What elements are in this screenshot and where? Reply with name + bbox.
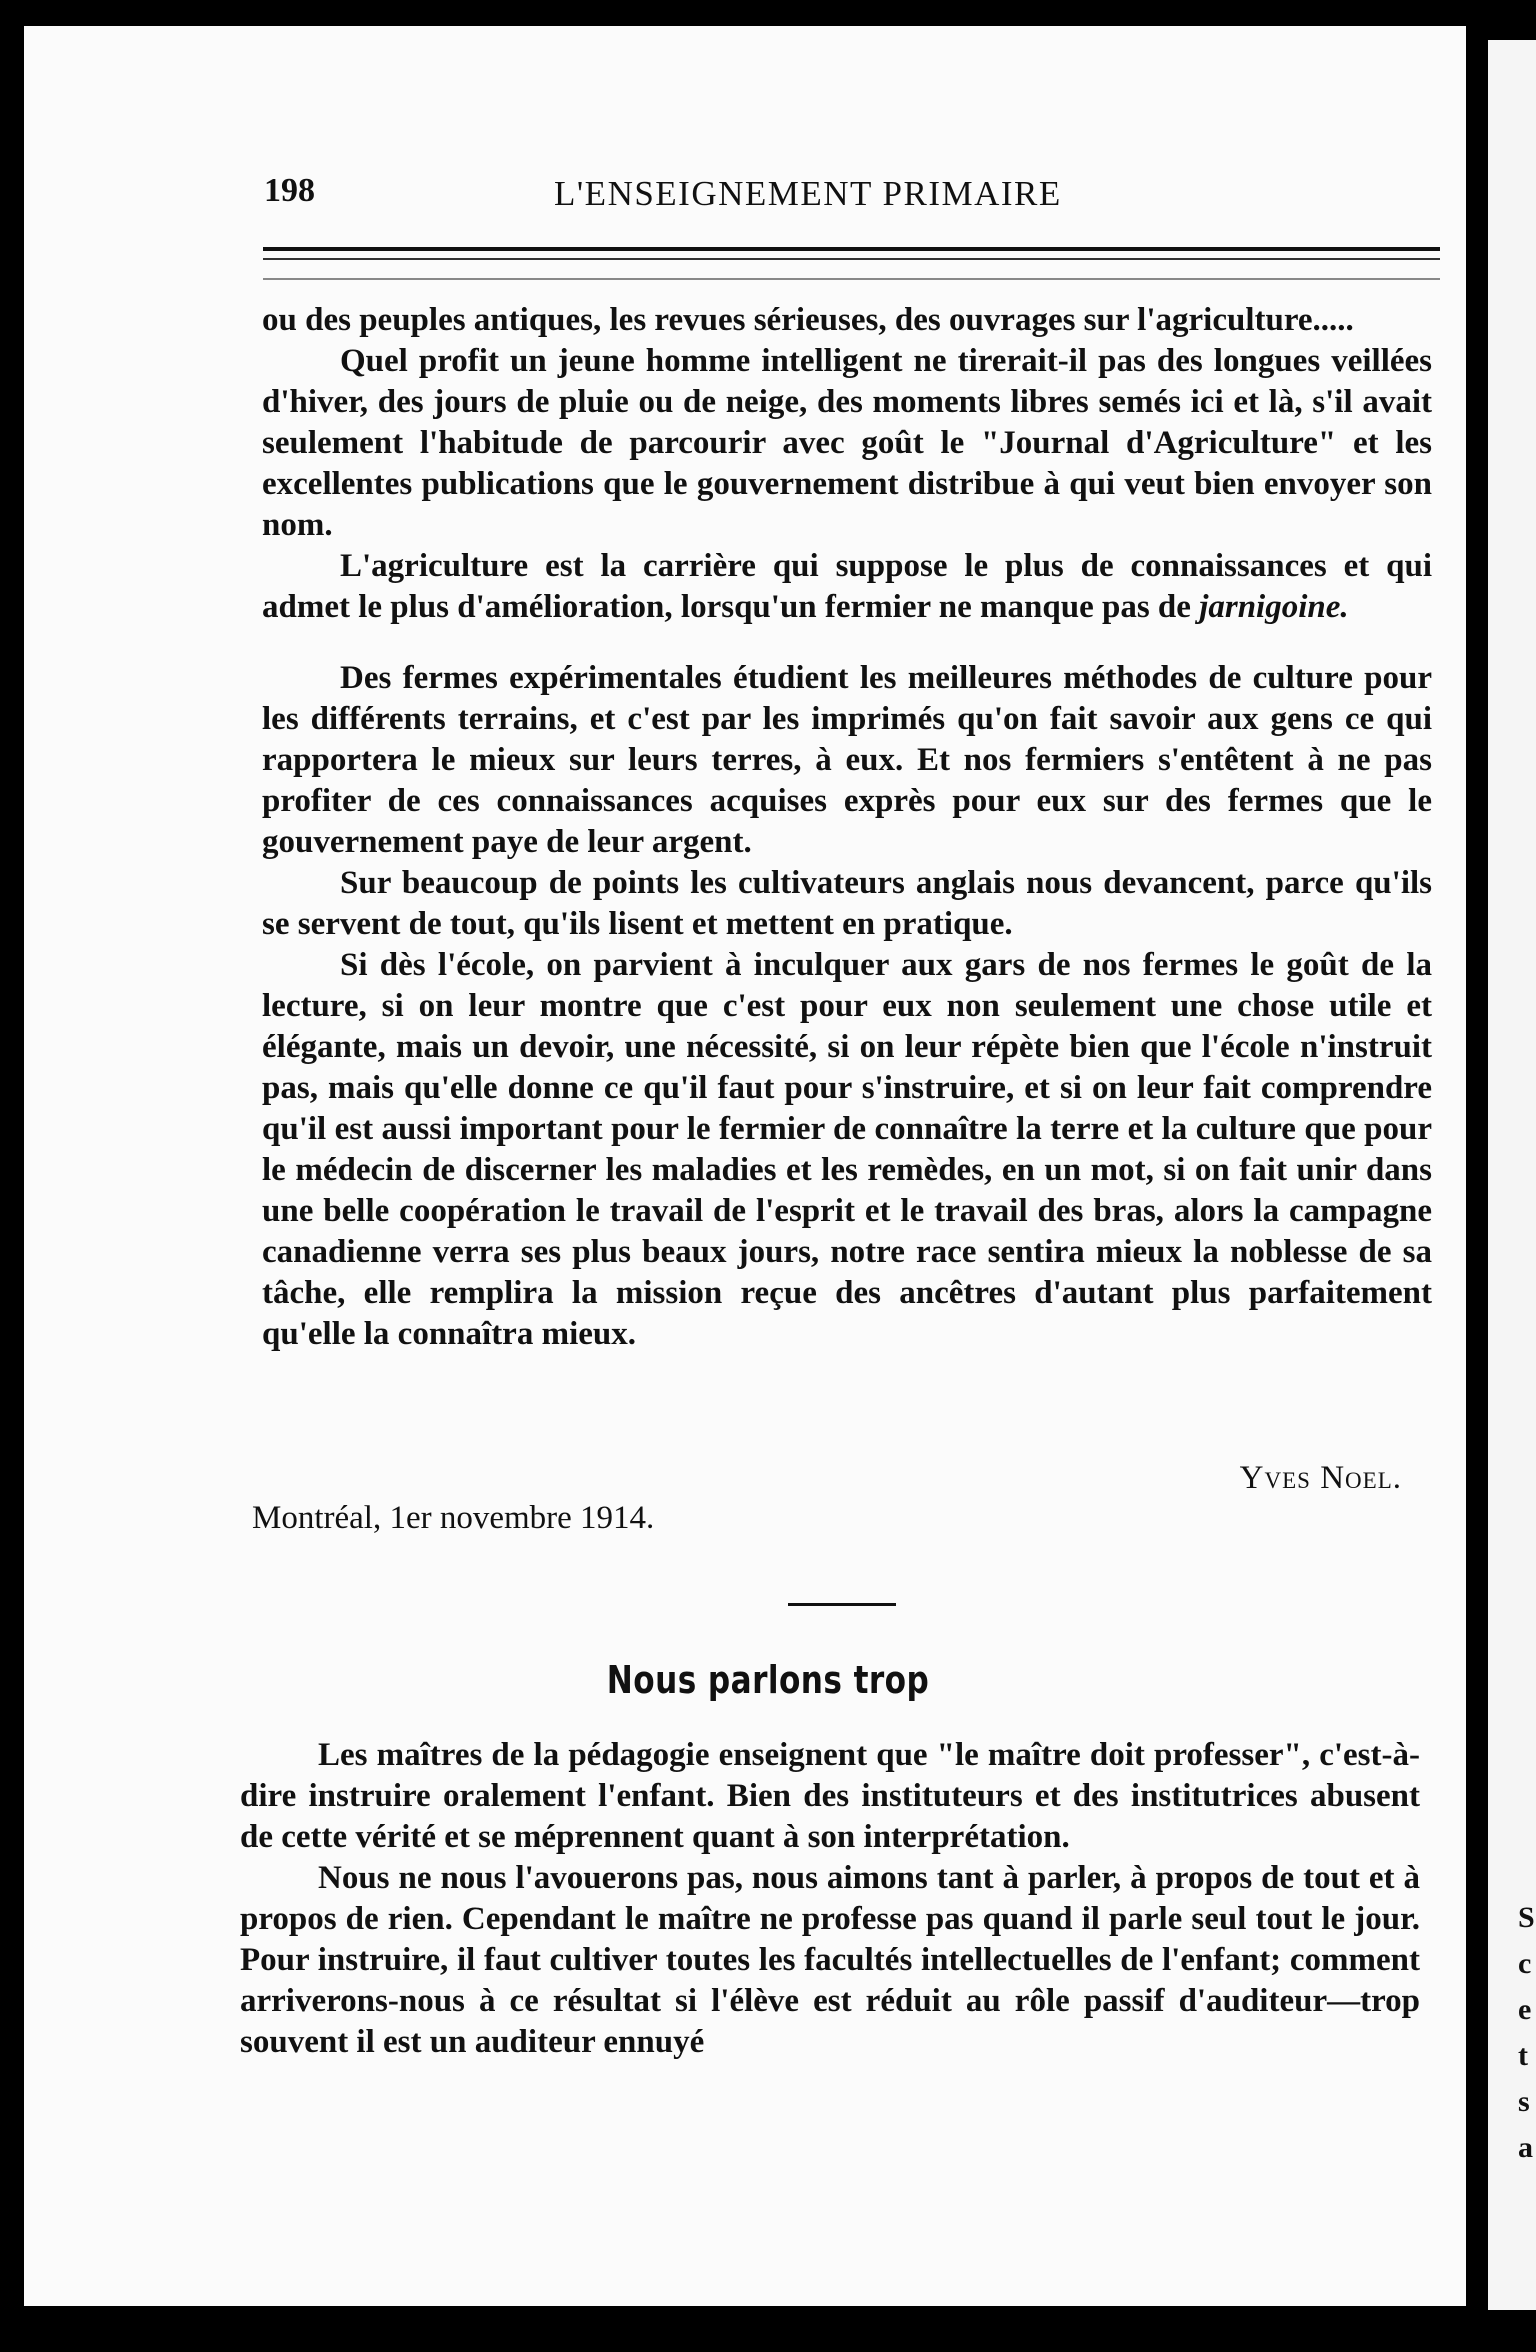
- article-paragraph-continued: ou des peuples antiques, les revues sérieuses, des ouvrages sur l'agriculture.....: [262, 302, 1354, 338]
- adjacent-page-edge: [1488, 40, 1536, 2310]
- section-divider: [788, 1603, 896, 1606]
- paragraph-gap: [262, 628, 1432, 658]
- article-paragraph-text: L'agriculture est la carrière qui suppose le plus de connaissances et qui admet le plus d'amélioration, lorsqu'un fermier ne manque pas de: [262, 548, 1432, 625]
- header-rule-thick: [263, 247, 1440, 251]
- article-signoff: [252, 1460, 1402, 1560]
- article-paragraph: Des fermes expérimentales étudient les meilleures méthodes de culture pour les différents terrains, et c'est par les imprimés qu'on fait savoir aux gens ce qui rapportera le mieux sur leurs terres, à eux. Et nos fermiers s'entêtent à ne pas profiter de ces connaissances acquises exprès pour eux sur des fermes que le gouvernement paye de leur argent.: [262, 660, 1432, 860]
- section-title: Nous parlons trop: [606, 1658, 930, 1702]
- page-header: [238, 150, 1438, 213]
- section-paragraph: Nous ne nous l'avouerons pas, nous aimons tant à parler, à propos de tout et à propos de rien. Cependant le maître ne professe pas quand il parle seul tout le jour. Pour instruire, il faut cultiver toutes les facultés intellectuelles de l'enfant; comment arriverons-nous à ce résultat si l'élève est réduit au rôle passif d'auditeur—trop souvent il est un auditeur ennuyé: [240, 1860, 1420, 2060]
- article-paragraph: Si dès l'école, on parvient à inculquer aux gars de nos fermes le goût de la lecture, si on leur montre que c'est pour eux non seulement une chose utile et élégante, mais un devoir, une nécessité, si on leur répète bien que l'école n'instruit pas, mais qu'elle donne ce qu'il faut pour s'instruire, et si on leur fait comprendre qu'il est aussi important pour le fermier de connaître la terre et la culture que pour le médecin de discerner les maladies et les remèdes, en un mot, si on fait unir dans une belle coopération le travail de l'esprit et le travail des bras, alors la campagne canadienne verra ses plus beaux jours, notre race sentira mieux la noblesse de sa tâche, elle remplira la mission reçue des ancêtres d'autant plus parfaitement qu'elle la connaîtra mieux.: [262, 947, 1432, 1352]
- author-signature: Yves Noel.: [1239, 1460, 1402, 1496]
- article-paragraph: Sur beaucoup de points les cultivateurs anglais nous devancent, parce qu'ils se servent de tout, qu'ils lisent et mettent en pratique.: [262, 865, 1432, 942]
- running-title: L'ENSEIGNEMENT PRIMAIRE: [554, 174, 1062, 213]
- article-body: [262, 300, 1432, 1355]
- header-rule-thin: [263, 258, 1440, 260]
- place-date: Montréal, 1er novembre 1914.: [252, 1500, 655, 1536]
- article-paragraph: Quel profit un jeune homme intelligent ne tirerait-il pas des longues veillées d'hiver, des jours de pluie ou de neige, des moments libres semés ici et là, s'il avait seulement l'habitude de parcourir avec goût le "Journal d'Agriculture" et les excellentes publications que le gouvernement distribue à qui veut bien envoyer son nom.: [262, 343, 1432, 543]
- section-paragraph: Les maîtres de la pédagogie enseignent que "le maître doit professer", c'est-à-dire instruire oralement l'enfant. Bien des instituteurs et des institutrices abusent de cette vérité et se méprennent quant à son interprétation.: [240, 1737, 1420, 1855]
- section-body: [240, 1735, 1420, 2063]
- italic-word: jarnigoine.: [1199, 589, 1349, 625]
- header-rule-light: [263, 278, 1440, 280]
- adjacent-page-letters: S c e t s a: [1518, 1901, 1535, 2164]
- page-number: 198: [264, 172, 315, 209]
- article-paragraph: [262, 546, 1432, 628]
